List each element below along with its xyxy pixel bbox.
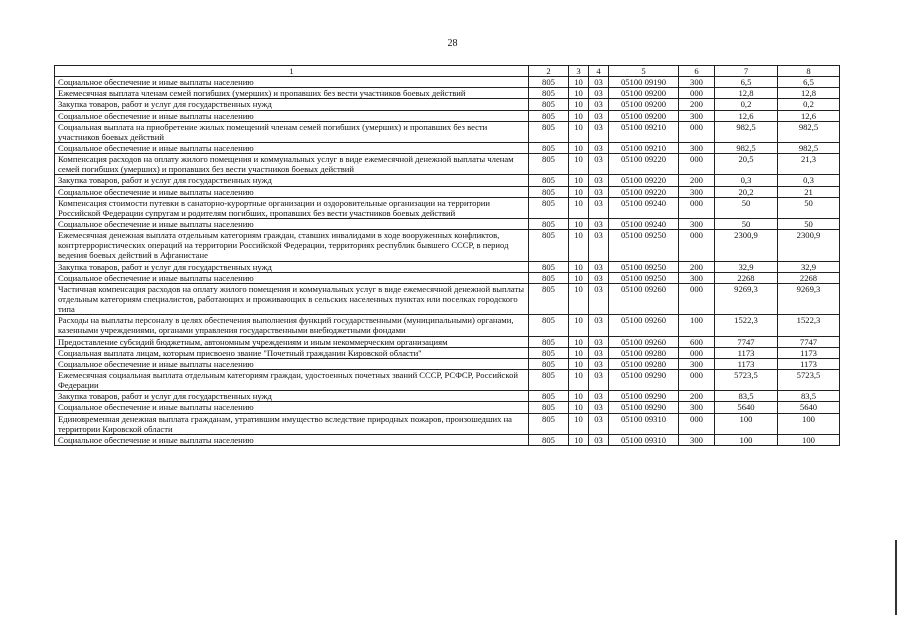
row-cell: 03 [589,347,609,358]
row-description: Социальная выплата на приобретение жилых помещений членам семей погибших (умерших) и пропавших без вести участников боевых действий [55,121,529,142]
row-cell: 7747 [715,336,778,347]
row-description: Закупка товаров, работ и услуг для государственных нужд [55,175,529,186]
row-cell: 805 [529,77,569,88]
row-cell: 05100 09210 [609,142,679,153]
row-cell: 10 [569,261,589,272]
row-cell: 000 [679,413,715,434]
row-cell: 10 [569,283,589,314]
row-cell: 05100 09200 [609,99,679,110]
row-cell: 10 [569,77,589,88]
table-row [55,261,840,272]
row-description: Социальное обеспечение и иные выплаты населению [55,110,529,121]
row-cell: 03 [589,154,609,175]
column-header: 1 [55,66,529,77]
row-cell: 03 [589,391,609,402]
row-cell: 10 [569,186,589,197]
row-cell: 805 [529,110,569,121]
row-cell: 200 [679,261,715,272]
row-cell: 05100 09250 [609,230,679,261]
row-cell: 805 [529,391,569,402]
row-cell: 5640 [778,402,840,413]
table-row [55,434,840,445]
scan-edge-mark [895,540,897,615]
row-description: Компенсация расходов на оплату жилого помещения и коммунальных услуг в виде ежемесячной денежной выплаты членам семей погибших (умерших) и пропавших без вести участников боевых действий [55,154,529,175]
row-cell: 03 [589,175,609,186]
row-cell: 100 [778,413,840,434]
row-cell: 1173 [778,358,840,369]
table-row [55,315,840,336]
row-cell: 03 [589,230,609,261]
row-cell: 10 [569,142,589,153]
table-row [55,99,840,110]
column-header: 2 [529,66,569,77]
row-cell: 805 [529,175,569,186]
row-cell: 05100 09310 [609,413,679,434]
row-cell: 05100 09280 [609,347,679,358]
row-cell: 50 [778,197,840,218]
row-cell: 50 [715,218,778,229]
table-row [55,402,840,413]
row-cell: 0,2 [715,99,778,110]
row-cell: 10 [569,347,589,358]
row-cell: 03 [589,218,609,229]
row-cell: 300 [679,272,715,283]
row-cell: 03 [589,315,609,336]
row-cell: 805 [529,230,569,261]
row-cell: 805 [529,186,569,197]
row-cell: 12,6 [778,110,840,121]
row-cell: 03 [589,197,609,218]
row-cell: 03 [589,369,609,390]
row-cell: 05100 09250 [609,272,679,283]
row-cell: 1522,3 [715,315,778,336]
row-cell: 805 [529,261,569,272]
row-cell: 000 [679,230,715,261]
row-cell: 805 [529,99,569,110]
row-cell: 9269,3 [778,283,840,314]
row-cell: 10 [569,336,589,347]
row-cell: 10 [569,88,589,99]
row-cell: 05100 09260 [609,336,679,347]
row-cell: 50 [715,197,778,218]
row-cell: 805 [529,142,569,153]
row-cell: 32,9 [715,261,778,272]
row-cell: 05100 09200 [609,110,679,121]
row-cell: 10 [569,175,589,186]
row-cell: 83,5 [715,391,778,402]
row-description: Социальное обеспечение и иные выплаты населению [55,186,529,197]
row-cell: 10 [569,230,589,261]
table-row [55,218,840,229]
row-cell: 6,5 [778,77,840,88]
row-cell: 300 [679,186,715,197]
row-cell: 03 [589,99,609,110]
row-cell: 6,5 [715,77,778,88]
row-cell: 805 [529,218,569,229]
page-number: 28 [447,38,458,49]
row-cell: 5723,5 [715,369,778,390]
row-cell: 05100 09220 [609,154,679,175]
row-cell: 100 [679,315,715,336]
row-cell: 05100 09200 [609,88,679,99]
table-row [55,358,840,369]
row-cell: 1173 [715,358,778,369]
row-cell: 12,6 [715,110,778,121]
row-cell: 10 [569,99,589,110]
row-cell: 03 [589,121,609,142]
row-cell: 05100 09240 [609,218,679,229]
table-row [55,230,840,261]
row-cell: 21,3 [778,154,840,175]
row-description: Социальная выплата лицам, которым присвоено звание "Почетный гражданин Кировской области" [55,347,529,358]
row-cell: 805 [529,402,569,413]
row-cell: 000 [679,369,715,390]
row-description: Частичная компенсация расходов на оплату жилого помещения и коммунальных услуг в виде ежемесячной денежной выплаты отдельным категориям специалистов, работающих и проживающих в сельских населенных пунктах или поселках городского типа [55,283,529,314]
row-cell: 03 [589,110,609,121]
row-cell: 805 [529,283,569,314]
column-header: 7 [715,66,778,77]
row-cell: 805 [529,121,569,142]
row-description: Расходы на выплаты персоналу в целях обеспечения выполнения функций государственными (муниципальными) органами, казенными учреждениями, органами управления государственными внебюджетными фондами [55,315,529,336]
row-cell: 100 [715,434,778,445]
row-cell: 600 [679,336,715,347]
row-cell: 000 [679,347,715,358]
table-row [55,175,840,186]
row-cell: 5723,5 [778,369,840,390]
row-cell: 03 [589,88,609,99]
row-cell: 1173 [778,347,840,358]
row-cell: 805 [529,347,569,358]
row-cell: 03 [589,434,609,445]
row-cell: 300 [679,218,715,229]
row-cell: 805 [529,154,569,175]
row-description: Социальное обеспечение и иные выплаты населению [55,402,529,413]
column-header: 6 [679,66,715,77]
row-cell: 300 [679,434,715,445]
row-cell: 5640 [715,402,778,413]
row-cell: 1522,3 [778,315,840,336]
row-cell: 03 [589,358,609,369]
table-row [55,186,840,197]
row-cell: 05100 09260 [609,315,679,336]
row-cell: 03 [589,283,609,314]
row-cell: 03 [589,413,609,434]
row-cell: 300 [679,402,715,413]
row-cell: 2300,9 [715,230,778,261]
row-cell: 05100 09260 [609,283,679,314]
row-cell: 805 [529,315,569,336]
row-cell: 10 [569,121,589,142]
row-description: Закупка товаров, работ и услуг для государственных нужд [55,261,529,272]
row-cell: 10 [569,315,589,336]
row-description: Социальное обеспечение и иные выплаты населению [55,358,529,369]
row-cell: 0,3 [778,175,840,186]
table-row [55,142,840,153]
row-cell: 10 [569,413,589,434]
row-cell: 300 [679,358,715,369]
row-cell: 300 [679,142,715,153]
row-cell: 0,2 [778,99,840,110]
row-description: Ежемесячная денежная выплата отдельным категориям граждан, ставших инвалидами в ходе вооруженных конфликтов, контртеррористических операций на территории Российской Федерации, территориях республик бывшего СССР, в период ведения боевых действий в Афганистане [55,230,529,261]
table-row [55,369,840,390]
table-row [55,391,840,402]
row-cell: 12,8 [715,88,778,99]
row-cell: 1173 [715,347,778,358]
table-row [55,110,840,121]
row-description: Предоставление субсидий бюджетным, автономным учреждениям и иным некоммерческим организациям [55,336,529,347]
column-header: 8 [778,66,840,77]
row-cell: 10 [569,434,589,445]
row-cell: 7747 [778,336,840,347]
table-row [55,272,840,283]
row-cell: 50 [778,218,840,229]
row-cell: 05100 09290 [609,391,679,402]
row-description: Закупка товаров, работ и услуг для государственных нужд [55,391,529,402]
row-cell: 03 [589,77,609,88]
table-row [55,77,840,88]
row-description: Закупка товаров, работ и услуг для государственных нужд [55,99,529,110]
column-header: 3 [569,66,589,77]
table-row [55,154,840,175]
budget-table [54,65,840,446]
row-cell: 03 [589,142,609,153]
row-cell: 10 [569,218,589,229]
row-cell: 10 [569,272,589,283]
row-cell: 0,3 [715,175,778,186]
row-cell: 300 [679,77,715,88]
row-cell: 05100 09250 [609,261,679,272]
row-cell: 805 [529,358,569,369]
row-description: Компенсация стоимости путевки в санаторно-курортные организации и оздоровительные организации на территории Российской Федерации супругам и родителям погибших, пропавших без вести участников боевых действий [55,197,529,218]
row-description: Социальное обеспечение и иные выплаты населению [55,218,529,229]
row-cell: 805 [529,88,569,99]
row-cell: 05100 09290 [609,402,679,413]
table-row [55,413,840,434]
row-cell: 10 [569,110,589,121]
table-row [55,336,840,347]
row-cell: 000 [679,154,715,175]
row-cell: 03 [589,186,609,197]
row-description: Социальное обеспечение и иные выплаты населению [55,77,529,88]
row-cell: 20,2 [715,186,778,197]
row-description: Социальное обеспечение и иные выплаты населению [55,272,529,283]
row-cell: 05100 09310 [609,434,679,445]
table-row [55,88,840,99]
row-cell: 05100 09290 [609,369,679,390]
row-cell: 9269,3 [715,283,778,314]
row-cell: 805 [529,413,569,434]
table-header-row [55,66,840,77]
row-cell: 000 [679,121,715,142]
row-cell: 03 [589,272,609,283]
row-cell: 10 [569,154,589,175]
row-cell: 200 [679,99,715,110]
table-row [55,121,840,142]
row-cell: 805 [529,434,569,445]
row-cell: 10 [569,369,589,390]
row-cell: 05100 09190 [609,77,679,88]
row-cell: 805 [529,336,569,347]
row-cell: 805 [529,197,569,218]
row-cell: 805 [529,369,569,390]
row-cell: 982,5 [778,142,840,153]
row-cell: 05100 09210 [609,121,679,142]
row-cell: 982,5 [778,121,840,142]
column-header: 5 [609,66,679,77]
row-cell: 10 [569,197,589,218]
row-cell: 20,5 [715,154,778,175]
row-cell: 200 [679,391,715,402]
row-cell: 12,8 [778,88,840,99]
row-cell: 2268 [778,272,840,283]
row-cell: 83,5 [778,391,840,402]
row-cell: 05100 09280 [609,358,679,369]
row-description: Единовременная денежная выплата гражданам, утратившим имущество вследствие природных пожаров, произошедших на территории Кировской области [55,413,529,434]
row-cell: 32,9 [778,261,840,272]
row-cell: 100 [778,434,840,445]
row-cell: 2268 [715,272,778,283]
row-cell: 03 [589,402,609,413]
row-cell: 05100 09220 [609,186,679,197]
row-cell: 10 [569,402,589,413]
row-cell: 000 [679,283,715,314]
row-cell: 300 [679,110,715,121]
row-cell: 03 [589,261,609,272]
row-description: Социальное обеспечение и иные выплаты населению [55,434,529,445]
row-cell: 200 [679,175,715,186]
row-cell: 982,5 [715,142,778,153]
table-row [55,283,840,314]
row-cell: 100 [715,413,778,434]
row-cell: 10 [569,391,589,402]
table-row [55,197,840,218]
row-description: Ежемесячная социальная выплата отдельным категориям граждан, удостоенных почетных званий СССР, РСФСР, Российской Федерации [55,369,529,390]
row-cell: 05100 09240 [609,197,679,218]
column-header: 4 [589,66,609,77]
table-row [55,347,840,358]
row-cell: 982,5 [715,121,778,142]
row-cell: 000 [679,197,715,218]
row-description: Ежемесячная выплата членам семей погибших (умерших) и пропавших без вести участников боевых действий [55,88,529,99]
row-cell: 805 [529,272,569,283]
row-cell: 05100 09220 [609,175,679,186]
row-cell: 10 [569,358,589,369]
row-cell: 000 [679,88,715,99]
row-cell: 03 [589,336,609,347]
row-cell: 21 [778,186,840,197]
row-cell: 2300,9 [778,230,840,261]
row-description: Социальное обеспечение и иные выплаты населению [55,142,529,153]
